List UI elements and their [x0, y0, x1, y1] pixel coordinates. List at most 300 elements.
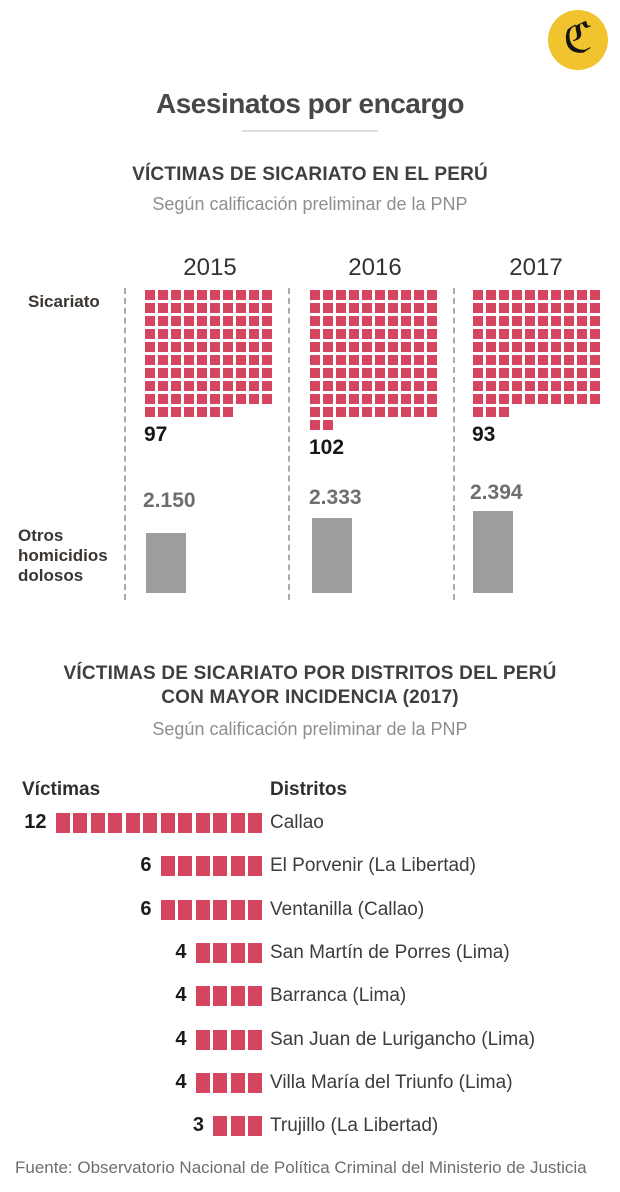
sicariato-value-2015: 97: [144, 423, 168, 446]
page-title: Asesinatos por encargo: [156, 88, 464, 119]
waffle-square: [525, 290, 535, 300]
waffle-square: [362, 290, 372, 300]
waffle-square: [401, 407, 411, 417]
waffle-square: [171, 355, 181, 365]
waffle-square: [414, 407, 424, 417]
waffle-square: [145, 368, 155, 378]
district-square: [213, 1030, 227, 1050]
waffle-square: [323, 290, 333, 300]
waffle-square: [145, 329, 155, 339]
district-square: [248, 900, 262, 920]
district-square: [231, 813, 245, 833]
waffle-square: [336, 329, 346, 339]
waffle-square: [375, 355, 385, 365]
section2-subtitle: Según calificación preliminar de la PNP: [152, 719, 468, 739]
waffle-square: [197, 368, 207, 378]
waffle-square: [210, 381, 220, 391]
waffle-square: [551, 355, 561, 365]
waffle-square: [349, 381, 359, 391]
dashed-separator: [288, 288, 290, 600]
waffle-square: [499, 342, 509, 352]
waffle-square: [336, 316, 346, 326]
waffle-square: [427, 394, 437, 404]
sicariato-value-2016: 102: [309, 436, 345, 459]
otros-bar-2017: [473, 511, 513, 593]
waffle-square: [349, 368, 359, 378]
waffle-square: [184, 329, 194, 339]
waffle-square: [512, 355, 522, 365]
waffle-square: [210, 290, 220, 300]
waffle-square: [427, 303, 437, 313]
waffle-square: [525, 303, 535, 313]
waffle-square: [577, 394, 587, 404]
district-square: [196, 943, 210, 963]
district-square: [231, 1073, 245, 1093]
waffle-square: [564, 316, 574, 326]
district-square: [231, 1116, 245, 1136]
waffle-square: [158, 381, 168, 391]
waffle-square: [486, 329, 496, 339]
waffle-square: [145, 290, 155, 300]
district-label: San Juan de Lurigancho (Lima): [270, 1028, 536, 1050]
waffle-square: [158, 342, 168, 352]
waffle-square: [158, 329, 168, 339]
waffle-square: [538, 368, 548, 378]
waffle-square: [223, 368, 233, 378]
waffle-square: [551, 368, 561, 378]
district-square: [231, 943, 245, 963]
waffle-square: [262, 342, 272, 352]
waffle-grid-2016: [310, 290, 437, 430]
district-squares: [196, 986, 263, 1006]
waffle-square: [473, 303, 483, 313]
waffle-square: [525, 329, 535, 339]
waffle-square: [310, 355, 320, 365]
waffle-square: [473, 316, 483, 326]
waffle-square: [499, 329, 509, 339]
waffle-square: [210, 355, 220, 365]
district-value: 12: [24, 811, 47, 833]
district-value: 3: [192, 1114, 204, 1137]
waffle-square: [538, 303, 548, 313]
waffle-square: [414, 342, 424, 352]
waffle-square: [323, 368, 333, 378]
waffle-square: [362, 381, 372, 391]
waffle-square: [551, 342, 561, 352]
waffle-square: [171, 290, 181, 300]
waffle-square: [223, 394, 233, 404]
waffle-square: [564, 368, 574, 378]
waffle-square: [362, 407, 372, 417]
district-square: [231, 1030, 245, 1050]
waffle-square: [197, 394, 207, 404]
waffle-square: [310, 394, 320, 404]
el-comercio-logo: [548, 10, 608, 70]
waffle-square: [525, 394, 535, 404]
waffle-square: [401, 381, 411, 391]
waffle-square: [249, 329, 259, 339]
waffle-square: [473, 342, 483, 352]
waffle-square: [499, 355, 509, 365]
waffle-square: [525, 342, 535, 352]
waffle-square: [171, 394, 181, 404]
waffle-square: [310, 342, 320, 352]
dashed-separator: [124, 288, 126, 600]
waffle-square: [414, 394, 424, 404]
waffle-square: [577, 368, 587, 378]
waffle-square: [538, 355, 548, 365]
waffle-square: [564, 342, 574, 352]
waffle-square: [349, 329, 359, 339]
waffle-square: [388, 381, 398, 391]
waffle-square: [388, 316, 398, 326]
waffle-square: [486, 303, 496, 313]
district-squares: [56, 813, 263, 833]
waffle-square: [236, 355, 246, 365]
section1-subtitle: Según calificación preliminar de la PNP: [152, 194, 468, 214]
waffle-square: [223, 329, 233, 339]
waffle-square: [323, 303, 333, 313]
otros-value-2017: 2.394: [470, 481, 523, 504]
waffle-square: [473, 329, 483, 339]
district-square: [161, 813, 175, 833]
waffle-square: [323, 355, 333, 365]
waffle-square: [512, 329, 522, 339]
waffle-square: [197, 407, 207, 417]
waffle-square: [184, 316, 194, 326]
waffle-square: [375, 394, 385, 404]
title-divider: [242, 130, 378, 132]
waffle-square: [236, 368, 246, 378]
waffle-square: [538, 342, 548, 352]
district-square: [161, 900, 175, 920]
col-header-distritos: Distritos: [270, 779, 348, 800]
district-square: [213, 813, 227, 833]
waffle-square: [223, 316, 233, 326]
waffle-square: [145, 316, 155, 326]
waffle-square: [577, 381, 587, 391]
waffle-square: [197, 342, 207, 352]
waffle-square: [184, 394, 194, 404]
district-square: [231, 900, 245, 920]
waffle-square: [375, 316, 385, 326]
waffle-square: [336, 355, 346, 365]
waffle-square: [145, 407, 155, 417]
waffle-square: [249, 394, 259, 404]
blackletter-c-icon: ℭ: [563, 13, 593, 62]
waffle-grid-2015: [145, 290, 272, 417]
district-square: [196, 1030, 210, 1050]
waffle-square: [236, 329, 246, 339]
waffle-square: [262, 303, 272, 313]
waffle-square: [590, 290, 600, 300]
district-square: [213, 856, 227, 876]
waffle-square: [158, 290, 168, 300]
waffle-square: [499, 381, 509, 391]
district-square: [213, 986, 227, 1006]
waffle-square: [538, 394, 548, 404]
waffle-square: [564, 329, 574, 339]
waffle-square: [349, 394, 359, 404]
waffle-square: [486, 290, 496, 300]
waffle-square: [414, 368, 424, 378]
waffle-square: [236, 342, 246, 352]
waffle-square: [388, 407, 398, 417]
waffle-square: [577, 303, 587, 313]
waffle-square: [349, 355, 359, 365]
waffle-square: [538, 290, 548, 300]
district-square: [196, 813, 210, 833]
waffle-square: [171, 368, 181, 378]
waffle-square: [323, 342, 333, 352]
waffle-square: [577, 329, 587, 339]
waffle-square: [184, 303, 194, 313]
waffle-square: [414, 303, 424, 313]
waffle-square: [145, 394, 155, 404]
waffle-square: [512, 303, 522, 313]
waffle-square: [210, 329, 220, 339]
district-square: [248, 943, 262, 963]
district-square: [56, 813, 70, 833]
waffle-square: [401, 290, 411, 300]
district-square: [143, 813, 157, 833]
waffle-square: [336, 290, 346, 300]
otros-bar-2016: [312, 518, 352, 593]
waffle-square: [538, 329, 548, 339]
waffle-square: [577, 342, 587, 352]
waffle-square: [158, 368, 168, 378]
dashed-separator: [453, 288, 455, 600]
district-label: Barranca (Lima): [270, 985, 407, 1007]
waffle-square: [210, 303, 220, 313]
waffle-square: [401, 316, 411, 326]
waffle-square: [499, 303, 509, 313]
waffle-square: [249, 316, 259, 326]
waffle-square: [427, 316, 437, 326]
waffle-square: [310, 407, 320, 417]
waffle-square: [197, 329, 207, 339]
waffle-square: [323, 316, 333, 326]
waffle-square: [249, 290, 259, 300]
district-squares: [161, 900, 263, 920]
district-square: [91, 813, 105, 833]
district-label: Ventanilla (Callao): [270, 898, 425, 920]
district-square: [248, 813, 262, 833]
waffle-square: [349, 290, 359, 300]
waffle-square: [401, 394, 411, 404]
district-square: [213, 1116, 227, 1136]
waffle-square: [262, 329, 272, 339]
waffle-square: [427, 381, 437, 391]
waffle-square: [590, 394, 600, 404]
waffle-square: [323, 420, 333, 430]
waffle-square: [262, 368, 272, 378]
waffle-square: [310, 329, 320, 339]
district-square: [248, 856, 262, 876]
waffle-square: [388, 368, 398, 378]
waffle-square: [171, 381, 181, 391]
waffle-square: [401, 303, 411, 313]
waffle-square: [184, 368, 194, 378]
waffle-square: [427, 355, 437, 365]
waffle-square: [349, 303, 359, 313]
waffle-square: [375, 342, 385, 352]
waffle-square: [184, 355, 194, 365]
year-label-2016: 2016: [348, 254, 402, 281]
district-label: San Martín de Porres (Lima): [270, 941, 510, 963]
waffle-square: [388, 290, 398, 300]
waffle-square: [499, 407, 509, 417]
waffle-square: [336, 394, 346, 404]
waffle-square: [197, 303, 207, 313]
waffle-square: [223, 290, 233, 300]
district-value: 4: [175, 940, 187, 963]
waffle-square: [171, 316, 181, 326]
waffle-square: [401, 368, 411, 378]
district-square: [178, 856, 192, 876]
waffle-square: [210, 394, 220, 404]
waffle-square: [145, 342, 155, 352]
waffle-square: [564, 381, 574, 391]
waffle-square: [236, 381, 246, 391]
waffle-square: [590, 368, 600, 378]
waffle-square: [577, 355, 587, 365]
waffle-square: [236, 303, 246, 313]
district-square: [196, 1073, 210, 1093]
waffle-square: [249, 381, 259, 391]
waffle-square: [362, 368, 372, 378]
district-value: 4: [175, 1070, 187, 1093]
waffle-square: [414, 355, 424, 365]
waffle-square: [158, 407, 168, 417]
year-label-2015: 2015: [183, 254, 237, 281]
waffle-square: [486, 316, 496, 326]
waffle-square: [551, 329, 561, 339]
waffle-square: [310, 303, 320, 313]
waffle-square: [262, 290, 272, 300]
waffle-square: [145, 381, 155, 391]
waffle-grid-2017: [473, 290, 600, 417]
waffle-square: [525, 355, 535, 365]
waffle-square: [323, 381, 333, 391]
district-square: [196, 986, 210, 1006]
waffle-square: [197, 316, 207, 326]
year-label-2017: 2017: [509, 254, 563, 281]
waffle-square: [388, 394, 398, 404]
waffle-square: [210, 368, 220, 378]
waffle-square: [349, 407, 359, 417]
district-square: [73, 813, 87, 833]
waffle-square: [473, 407, 483, 417]
waffle-square: [401, 329, 411, 339]
waffle-square: [223, 355, 233, 365]
district-value: 6: [140, 854, 152, 877]
waffle-square: [375, 290, 385, 300]
waffle-square: [336, 368, 346, 378]
district-square: [213, 900, 227, 920]
waffle-square: [249, 368, 259, 378]
waffle-square: [499, 394, 509, 404]
waffle-square: [310, 368, 320, 378]
waffle-square: [512, 381, 522, 391]
waffle-square: [414, 290, 424, 300]
section2-title-line2: CON MAYOR INCIDENCIA (2017): [161, 687, 459, 708]
district-square: [248, 986, 262, 1006]
waffle-square: [551, 381, 561, 391]
waffle-square: [249, 303, 259, 313]
district-squares: [196, 1030, 263, 1050]
waffle-square: [336, 407, 346, 417]
waffle-square: [158, 316, 168, 326]
district-square: [231, 986, 245, 1006]
waffle-square: [525, 381, 535, 391]
waffle-square: [323, 394, 333, 404]
waffle-square: [262, 316, 272, 326]
waffle-square: [362, 355, 372, 365]
waffle-square: [551, 394, 561, 404]
waffle-square: [375, 329, 385, 339]
district-label: El Porvenir (La Libertad): [270, 855, 476, 877]
waffle-square: [375, 303, 385, 313]
waffle-square: [210, 342, 220, 352]
district-square: [196, 900, 210, 920]
district-square: [248, 1030, 262, 1050]
waffle-square: [473, 290, 483, 300]
section2-title: [0, 662, 620, 710]
waffle-square: [262, 394, 272, 404]
waffle-square: [184, 290, 194, 300]
waffle-square: [401, 342, 411, 352]
waffle-square: [538, 381, 548, 391]
waffle-square: [262, 381, 272, 391]
waffle-square: [590, 316, 600, 326]
waffle-square: [551, 316, 561, 326]
waffle-square: [388, 342, 398, 352]
waffle-square: [236, 394, 246, 404]
otros-value-2015: 2.150: [143, 489, 196, 512]
waffle-square: [171, 303, 181, 313]
waffle-square: [486, 394, 496, 404]
waffle-square: [486, 381, 496, 391]
waffle-square: [388, 355, 398, 365]
waffle-square: [236, 290, 246, 300]
waffle-square: [158, 355, 168, 365]
waffle-square: [551, 290, 561, 300]
waffle-square: [236, 316, 246, 326]
waffle-square: [564, 303, 574, 313]
waffle-square: [473, 355, 483, 365]
waffle-square: [551, 303, 561, 313]
waffle-square: [538, 316, 548, 326]
waffle-square: [401, 355, 411, 365]
waffle-square: [375, 407, 385, 417]
waffle-square: [184, 342, 194, 352]
waffle-square: [210, 407, 220, 417]
waffle-square: [158, 303, 168, 313]
waffle-square: [473, 368, 483, 378]
waffle-square: [525, 316, 535, 326]
district-square: [178, 813, 192, 833]
waffle-square: [362, 329, 372, 339]
waffle-square: [427, 368, 437, 378]
waffle-square: [323, 407, 333, 417]
district-square: [248, 1116, 262, 1136]
waffle-square: [184, 381, 194, 391]
waffle-square: [336, 303, 346, 313]
waffle-square: [427, 342, 437, 352]
series-label-otros-homicidios: Otros homicidios dolosos: [18, 526, 108, 585]
district-label: Trujillo (La Libertad): [270, 1115, 439, 1137]
